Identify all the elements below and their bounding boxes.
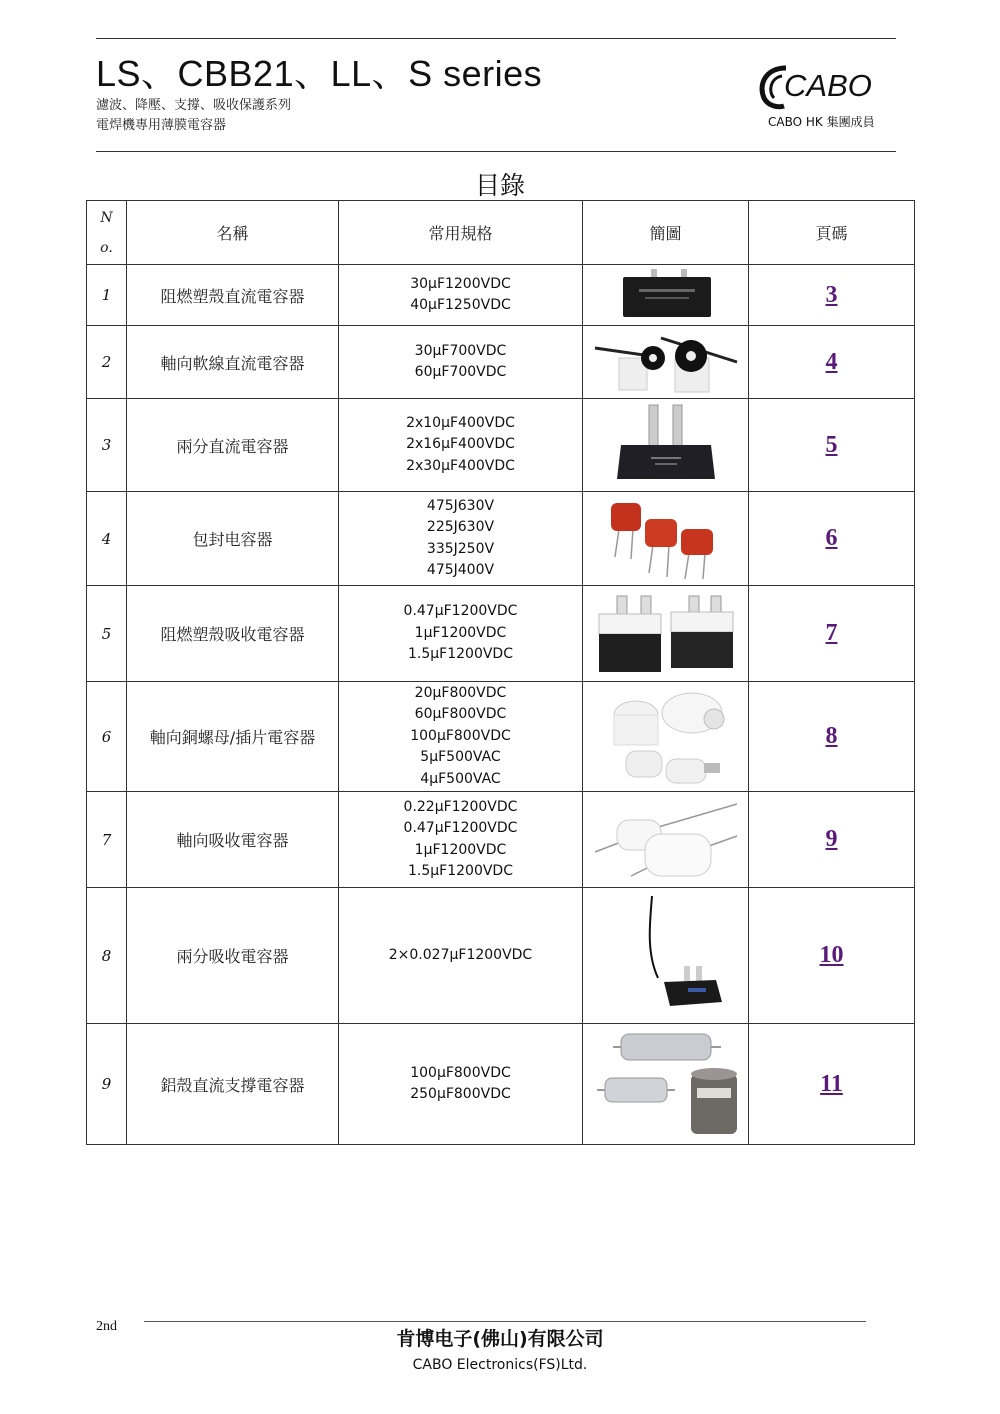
spec-line: 60μF800VDC <box>414 706 507 723</box>
table-row <box>87 265 915 326</box>
footer-rule <box>144 1321 866 1322</box>
spec-line: 20μF800VDC <box>414 684 507 701</box>
table-row <box>87 1024 915 1145</box>
row-image <box>583 1024 749 1145</box>
row-specs <box>339 586 583 682</box>
spec-line: 30μF1200VDC <box>410 275 511 292</box>
header-image: 簡圖 <box>583 201 749 265</box>
table-row <box>87 682 915 792</box>
row-number: 5 <box>87 586 127 682</box>
logo-tagline: CABO HK 集團成員 <box>768 115 875 129</box>
table-row <box>87 888 915 1024</box>
spec-line: 2x30μF400VDC <box>406 457 515 474</box>
row-name: 包封电容器 <box>127 492 339 586</box>
page-link[interactable]: 5 <box>825 431 838 458</box>
spec-line: 1.5μF1200VDC <box>408 646 513 663</box>
subtitle-line-2: 電焊機專用薄膜電容器 <box>96 118 227 133</box>
axial-snubber-capacitor-icon <box>591 798 741 882</box>
page-number: 2nd <box>96 1319 117 1334</box>
row-name: 兩分直流電容器 <box>127 399 339 492</box>
row-page-cell <box>749 888 915 1024</box>
row-number: 8 <box>87 888 127 1024</box>
row-image <box>583 682 749 792</box>
row-page-cell <box>749 586 915 682</box>
row-specs <box>339 888 583 1024</box>
spec-line: 0.22μF1200VDC <box>403 798 518 815</box>
axial-lead-capacitor-icon <box>591 328 741 396</box>
spec-line: 250μF800VDC <box>410 1086 511 1102</box>
row-page-cell <box>749 682 915 792</box>
spec-line: 0.47μF1200VDC <box>403 820 518 836</box>
dual-snubber-capacitor-icon <box>606 892 726 1020</box>
spec-line: 60μF700VDC <box>414 364 507 380</box>
header-no <box>87 201 127 265</box>
row-page-cell <box>749 326 915 399</box>
row-image <box>583 326 749 399</box>
row-specs <box>339 682 583 792</box>
row-number: 3 <box>87 399 127 492</box>
row-page-cell <box>749 792 915 888</box>
row-name: 軸向軟線直流電容器 <box>127 326 339 399</box>
header-name: 名稱 <box>127 201 339 265</box>
row-page-cell <box>749 492 915 586</box>
spec-line: 1μF1200VDC <box>414 841 507 858</box>
table-row <box>87 586 915 682</box>
spec-line: 40μF1250VDC <box>410 297 511 313</box>
row-page-cell <box>749 265 915 326</box>
page-link[interactable]: 4 <box>825 348 838 375</box>
spec-line: 225J630V <box>426 519 495 535</box>
spec-line: 1μF1200VDC <box>414 624 507 641</box>
table-row <box>87 399 915 492</box>
header-spec: 常用規格 <box>339 201 583 265</box>
spec-line: 2×0.027μF1200VDC <box>388 946 533 963</box>
row-page-cell <box>749 1024 915 1145</box>
row-specs <box>339 399 583 492</box>
row-name: 阻燃塑殼吸收電容器 <box>127 586 339 682</box>
cabo-logo <box>756 60 888 130</box>
row-number: 4 <box>87 492 127 586</box>
spec-line: 0.47μF1200VDC <box>403 603 518 620</box>
toc-table <box>86 200 915 1145</box>
snubber-box-capacitor-icon <box>591 592 741 676</box>
page-link[interactable]: 3 <box>825 281 838 308</box>
company-name-cn: 肯博电子(佛山)有限公司 <box>396 1328 604 1350</box>
row-name: 軸向吸收電容器 <box>127 792 339 888</box>
table-row <box>87 792 915 888</box>
row-image <box>583 888 749 1024</box>
row-number: 1 <box>87 265 127 326</box>
header-no-part-2: o. <box>100 239 113 256</box>
row-specs <box>339 265 583 326</box>
row-specs <box>339 1024 583 1145</box>
spec-line: 475J400V <box>426 562 495 578</box>
row-image <box>583 265 749 326</box>
series-title: LS、CBB21、LL、S series <box>96 53 543 94</box>
row-name: 軸向銅螺母/插片電容器 <box>127 682 339 792</box>
row-specs <box>339 492 583 586</box>
row-name: 兩分吸收電容器 <box>127 888 339 1024</box>
black-box-capacitor-icon <box>611 267 721 323</box>
row-name: 鋁殼直流支撐電容器 <box>127 1024 339 1145</box>
row-image <box>583 399 749 492</box>
toc-title: 目錄 <box>474 171 525 200</box>
dual-capacitor-icon <box>611 403 721 487</box>
spec-line: 2x10μF400VDC <box>406 414 515 431</box>
row-number: 6 <box>87 682 127 792</box>
logo-text: CABO <box>784 68 872 103</box>
spec-line: 5μF500VAC <box>420 749 501 766</box>
page-link[interactable]: 8 <box>825 723 838 749</box>
spec-line: 1.5μF1200VDC <box>408 863 513 879</box>
header-bottom-rule <box>96 151 896 152</box>
row-specs <box>339 792 583 888</box>
spec-line: 335J250V <box>426 540 495 557</box>
company-name-en: CABO Electronics(FS)Ltd. <box>412 1357 588 1373</box>
header-no-part-1: N <box>100 209 113 226</box>
header-top-rule <box>96 38 896 39</box>
spec-line: 100μF800VDC <box>410 727 511 744</box>
spec-line: 100μF800VDC <box>410 1064 511 1081</box>
row-number: 7 <box>87 792 127 888</box>
page-link[interactable]: 7 <box>825 620 838 646</box>
header-page: 頁碼 <box>749 201 915 265</box>
subtitle-line-1: 濾波、降壓、支撐、吸收保護系列 <box>96 98 292 113</box>
table-header-row <box>87 201 915 265</box>
page-link[interactable]: 10 <box>819 942 844 968</box>
row-number: 9 <box>87 1024 127 1145</box>
row-page-cell <box>749 399 915 492</box>
row-specs <box>339 326 583 399</box>
row-name: 阻燃塑殼直流電容器 <box>127 265 339 326</box>
row-number: 2 <box>87 326 127 399</box>
axial-nut-capacitor-icon <box>596 687 736 787</box>
aluminum-can-capacitor-icon <box>591 1028 741 1140</box>
page-link[interactable]: 6 <box>825 525 838 551</box>
table-row <box>87 492 915 586</box>
page-link[interactable]: 9 <box>825 826 838 852</box>
row-image <box>583 586 749 682</box>
page-link[interactable]: 11 <box>820 1070 843 1097</box>
table-row <box>87 326 915 399</box>
encapsulated-capacitor-icon <box>601 497 731 581</box>
spec-line: 30μF700VDC <box>414 342 507 359</box>
row-image <box>583 492 749 586</box>
spec-line: 475J630V <box>426 497 495 514</box>
spec-line: 2x16μF400VDC <box>406 436 515 453</box>
spec-line: 4μF500VAC <box>420 770 501 787</box>
row-image <box>583 792 749 888</box>
